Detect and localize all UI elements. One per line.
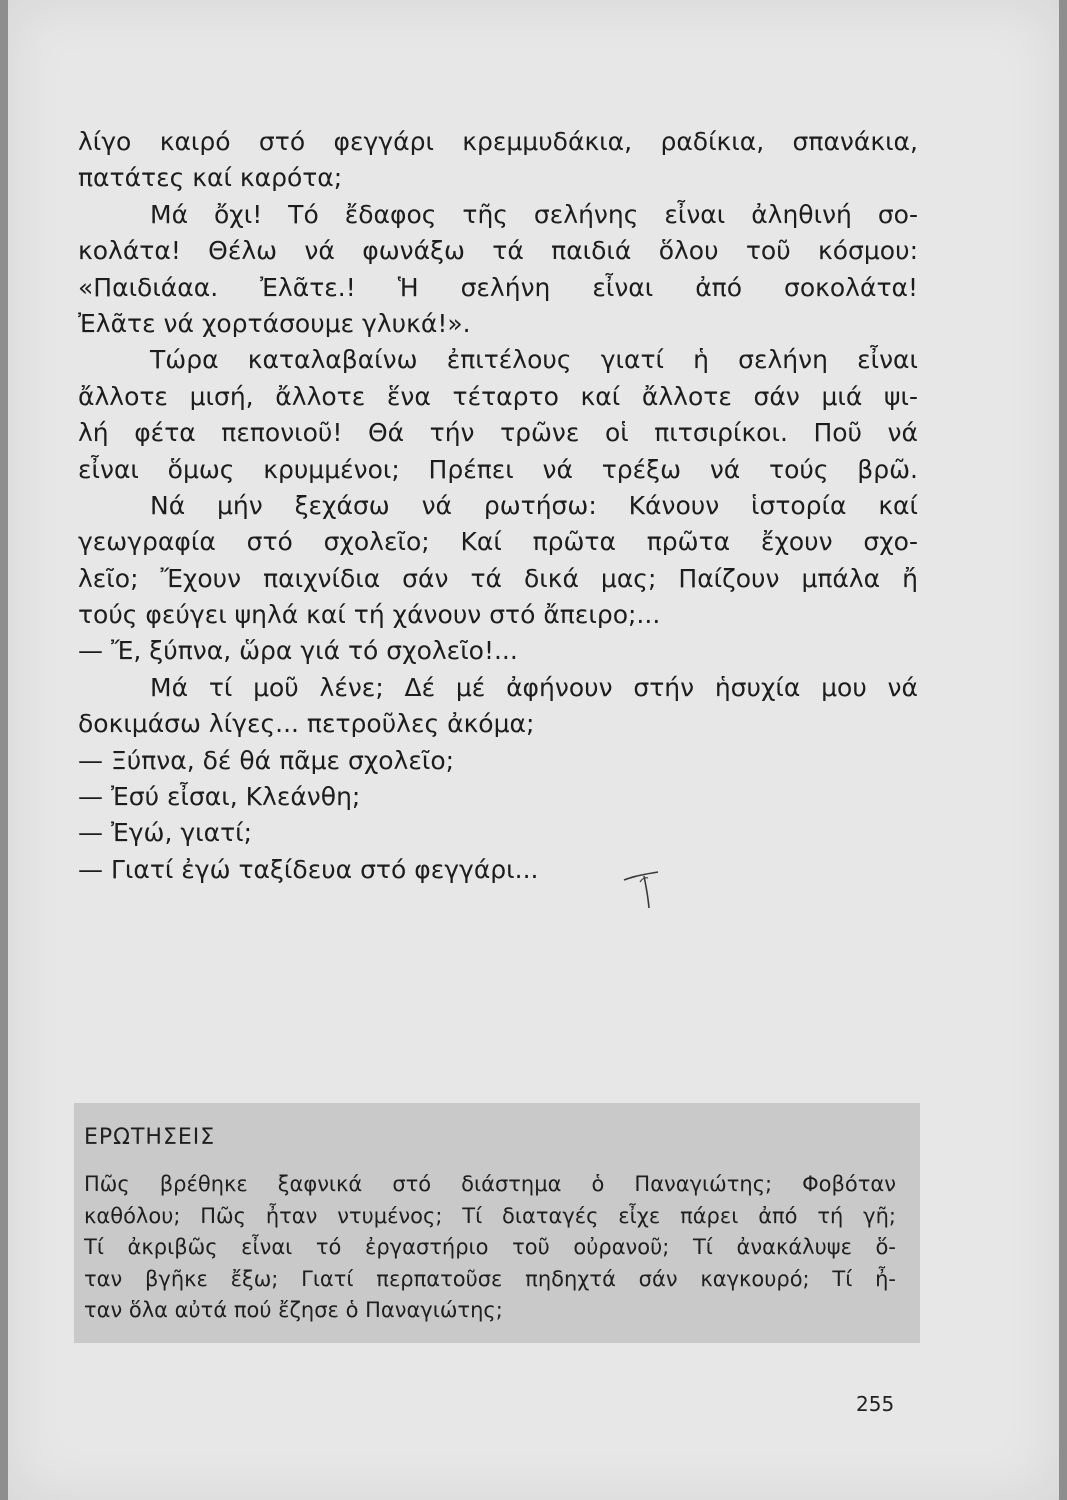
questions-body xyxy=(84,1169,896,1327)
question-line: καθόλου; Πῶς ἦταν ντυμένος; Τί διαταγές εἶχε πάρει ἀπό τή γῆ; xyxy=(84,1203,896,1228)
text-line: — Ξύπνα, δέ θά πᾶμε σχολεῖο; xyxy=(78,745,455,775)
text-line: κολάτα! Θέλω νά φωνάξω τά παιδιά ὅλου τοῦ κόσμου: xyxy=(78,236,918,266)
text-line: εἶναι ὅμως κρυμμένοι; Πρέπει νά τρέξω νά τούς βρῶ. xyxy=(78,454,918,484)
question-line: Πῶς βρέθηκε ξαφνικά στό διάστημα ὁ Παναγιώτης; Φοβόταν xyxy=(84,1172,896,1196)
question-line: ταν ὅλα αὐτά πού ἔζησε ὁ Παναγιώτης; xyxy=(84,1298,503,1322)
text-line: Μά τί μοῦ λένε; Δέ μέ ἀφήνουν στήν ἡσυχία μου νά xyxy=(150,672,918,702)
text-line: — Ἐσύ εἶσαι, Κλεάνθη; xyxy=(78,782,361,812)
text-line: λεῖο; Ἔχουν παιχνίδια σάν τά δικά μας; Παίζουν μπάλα ἤ xyxy=(78,563,918,593)
text-line: Τώρα καταλαβαίνω ἐπιτέλους γιατί ἡ σελήνη εἶναι xyxy=(150,345,918,375)
question-line: ταν βγῆκε ἔξω; Γιατί περπατοῦσε πηδηχτά σάν καγκουρό; Τί ἦ- xyxy=(84,1266,896,1291)
text-line: Μά ὄχι! Τό ἔδαφος τῆς σελήνης εἶναι ἀληθινή σο- xyxy=(150,199,918,229)
text-line: γεωγραφία στό σχολεῖο; Καί πρῶτα πρῶτα ἔχουν σχο- xyxy=(78,527,918,557)
text-line: δοκιμάσω λίγες... πετροῦλες ἀκόμα; xyxy=(78,709,535,739)
text-line: πατάτες καί καρότα; xyxy=(78,163,343,193)
questions-box xyxy=(74,1103,920,1343)
text-line: λίγο καιρό στό φεγγάρι κρεμμυδάκια, ραδίκια, σπανάκια, xyxy=(78,127,918,156)
text-line: Νά μήν ξεχάσω νά ρωτήσω: Κάνουν ἱστορία καί xyxy=(150,490,918,520)
text-line: — Ἐγώ, γιατί; xyxy=(78,818,253,848)
text-line: Ἐλᾶτε νά χορτάσουμε γλυκά!». xyxy=(78,308,471,338)
question-line: Τί ἀκριβῶς εἶναι τό ἐργαστήριο τοῦ οὐρανοῦ; Τί ἀνακάλυψε ὅ- xyxy=(84,1235,896,1259)
text-line: τούς φεύγει ψηλά καί τή χάνουν στό ἄπειρο;... xyxy=(78,600,661,630)
book-page xyxy=(8,0,1059,1500)
text-line: λή φέτα πεπονιοῦ! Θά τήν τρῶνε οἱ πιτσιρίκοι. Ποῦ νά xyxy=(78,418,918,448)
page-number: 255 xyxy=(856,1392,895,1416)
questions-title: ΕΡΩΤΗΣΕΙΣ xyxy=(84,1125,216,1150)
text-line: «Παιδιάαα. Ἐλᾶτε.! Ἡ σελήνη εἶναι ἀπό σοκολάτα! xyxy=(78,272,918,302)
text-line: — Ἔ, ξύπνα, ὥρα γιά τό σχολεῖο!... xyxy=(78,636,518,666)
story-text xyxy=(78,124,918,888)
pencil-mark-icon xyxy=(618,862,668,912)
text-line: ἄλλοτε μισή, ἄλλοτε ἕνα τέταρτο καί ἄλλοτε σάν μιά ψι- xyxy=(78,381,918,411)
text-line: — Γιατί ἐγώ ταξίδευα στό φεγγάρι... xyxy=(78,854,539,884)
